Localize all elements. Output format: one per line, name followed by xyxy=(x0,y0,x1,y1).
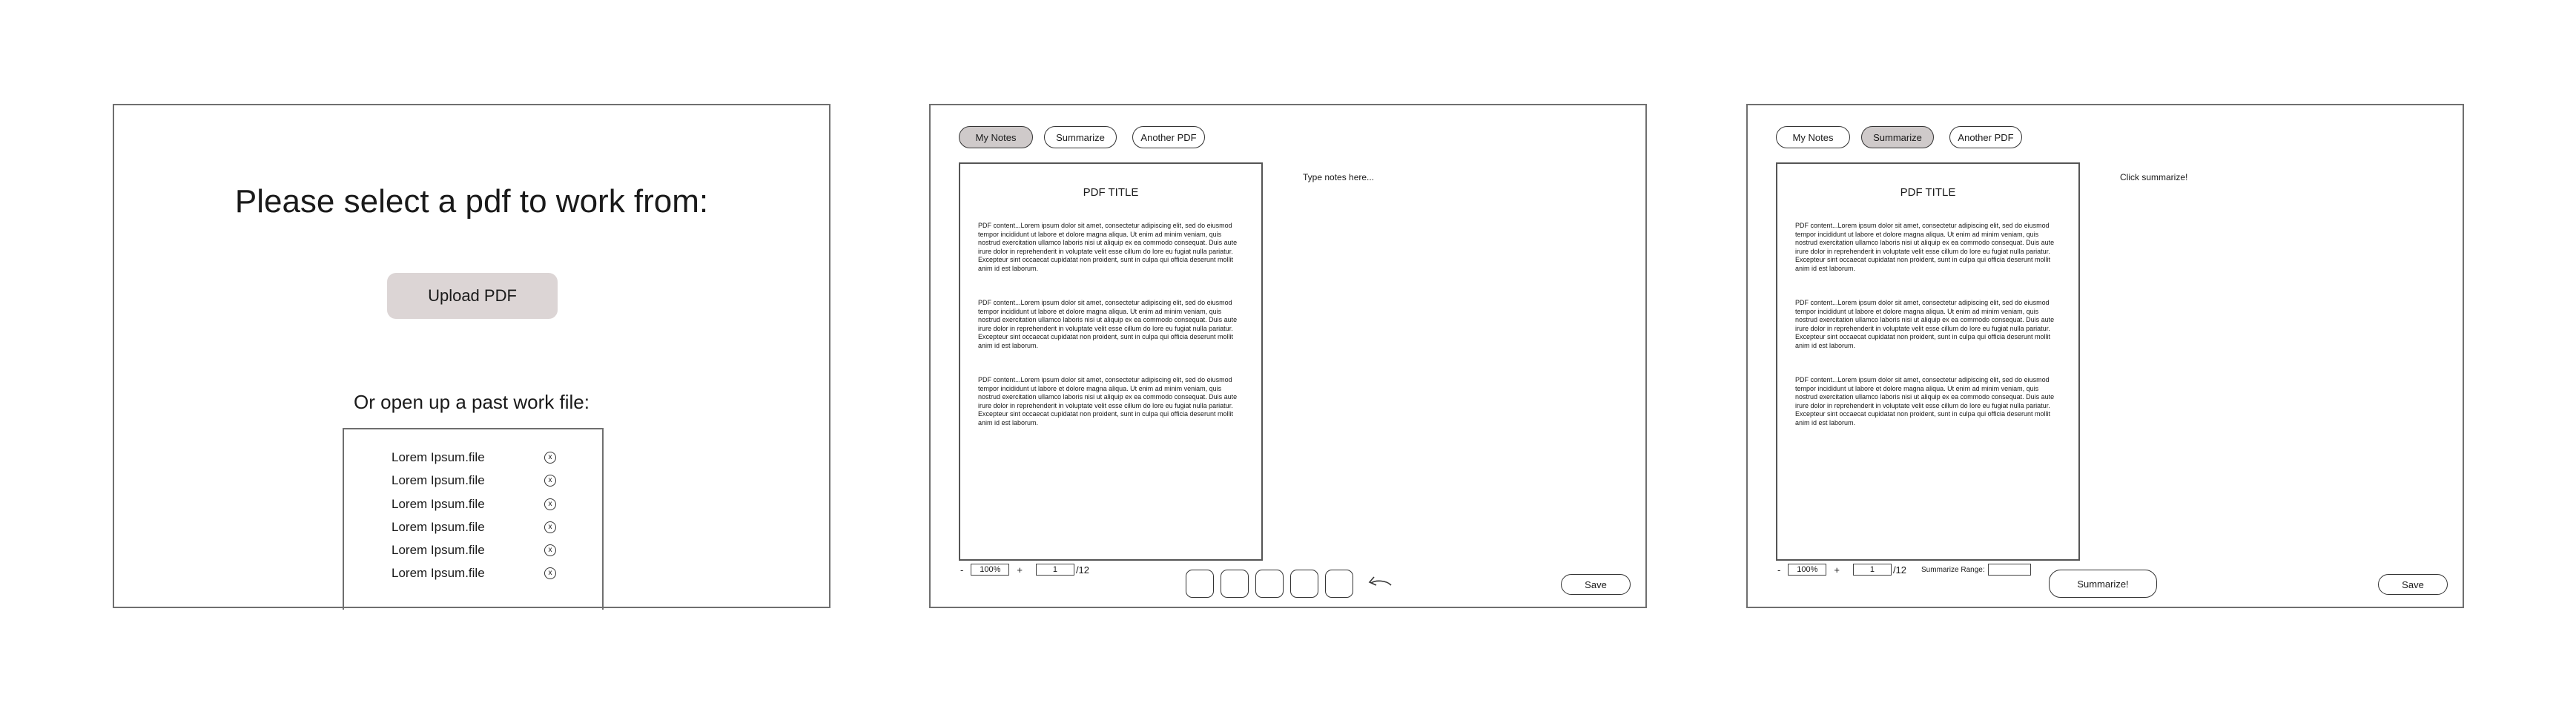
tool-button[interactable] xyxy=(1221,570,1249,598)
zoom-field[interactable]: 100% xyxy=(1788,564,1826,576)
summary-hint: Click summarize! xyxy=(2120,172,2188,182)
file-list-item[interactable] xyxy=(344,566,602,584)
pdf-paragraph: PDF content...Lorem ipsum dolor sit amet, consectetur adipiscing elit, sed do eiusmod tempor incididunt ut labore et dolore magna aliqua. Ut enim ad minim veniam, quis nostrud exercitation ullamco laboris nisi ut aliquip ex ea commodo consequat. Duis aute irure dolor in reprehenderit in voluptate velit esse cillum do lore eu fugiat nulla pariatur. Excepteur sint occaecat cupidatat non proident, sunt in culpa qui officia deserunt mollit anim id est laborum. xyxy=(978,222,1238,272)
summarize-range-label: Summarize Range: xyxy=(1921,565,1985,574)
remove-file-icon[interactable]: x xyxy=(544,521,556,533)
file-list-item[interactable] xyxy=(344,450,602,468)
page-total: /12 xyxy=(1075,564,1090,576)
tool-button[interactable] xyxy=(1290,570,1318,598)
zoom-in-button[interactable]: + xyxy=(1017,564,1023,576)
summarize-screen xyxy=(1746,104,2464,608)
tool-button[interactable] xyxy=(1255,570,1284,598)
file-list-item[interactable] xyxy=(344,497,602,515)
undo-icon[interactable] xyxy=(1367,574,1393,595)
pdf-paragraph: PDF content...Lorem ipsum dolor sit amet, consectetur adipiscing elit, sed do eiusmod tempor incididunt ut labore et dolore magna aliqua. Ut enim ad minim veniam, quis nostrud exercitation ullamco laboris nisi ut aliquip ex ea commodo consequat. Duis aute irure dolor in reprehenderit in voluptate velit esse cillum do lore eu fugiat nulla pariatur. Excepteur sint occaecat cupidatat non proident, sunt in culpa qui officia deserunt mollit anim id est laborum. xyxy=(1795,376,2055,426)
notes-input[interactable]: Type notes here... xyxy=(1303,172,1375,182)
past-work-file-list xyxy=(343,428,604,610)
save-button[interactable]: Save xyxy=(2378,574,2448,595)
tab-another-pdf[interactable]: Another PDF xyxy=(1949,126,2022,148)
tab-another-pdf[interactable]: Another PDF xyxy=(1132,126,1205,148)
file-name[interactable]: Lorem Ipsum.file xyxy=(392,473,485,487)
pdf-paragraph: PDF content...Lorem ipsum dolor sit amet, consectetur adipiscing elit, sed do eiusmod tempor incididunt ut labore et dolore magna aliqua. Ut enim ad minim veniam, quis nostrud exercitation ullamco laboris nisi ut aliquip ex ea commodo consequat. Duis aute irure dolor in reprehenderit in voluptate velit esse cillum do lore eu fugiat nulla pariatur. Excepteur sint occaecat cupidatat non proident, sunt in culpa qui officia deserunt mollit anim id est laborum. xyxy=(978,299,1238,349)
file-list-item[interactable] xyxy=(344,543,602,561)
save-button[interactable]: Save xyxy=(1561,574,1631,595)
zoom-out-button[interactable]: - xyxy=(960,564,964,576)
zoom-in-button[interactable]: + xyxy=(1834,564,1840,576)
file-name[interactable]: Lorem Ipsum.file xyxy=(392,566,485,580)
viewer-controls xyxy=(960,563,1089,576)
tab-summarize[interactable]: Summarize xyxy=(1861,126,1934,148)
pdf-paragraph: PDF content...Lorem ipsum dolor sit amet, consectetur adipiscing elit, sed do eiusmod tempor incididunt ut labore et dolore magna aliqua. Ut enim ad minim veniam, quis nostrud exercitation ullamco laboris nisi ut aliquip ex ea commodo consequat. Duis aute irure dolor in reprehenderit in voluptate velit esse cillum do lore eu fugiat nulla pariatur. Excepteur sint occaecat cupidatat non proident, sunt in culpa qui officia deserunt mollit anim id est laborum. xyxy=(1795,299,2055,349)
summarize-range-field[interactable] xyxy=(1988,564,2031,576)
remove-file-icon[interactable]: x xyxy=(544,452,556,464)
remove-file-icon[interactable]: x xyxy=(544,567,556,579)
upload-pdf-button[interactable]: Upload PDF xyxy=(387,273,558,319)
zoom-field[interactable]: 100% xyxy=(971,564,1009,576)
pdf-title: PDF TITLE xyxy=(1900,186,1956,199)
remove-file-icon[interactable]: x xyxy=(544,498,556,510)
remove-file-icon[interactable]: x xyxy=(544,544,556,556)
tool-button[interactable] xyxy=(1325,570,1353,598)
pdf-paragraph: PDF content...Lorem ipsum dolor sit amet, consectetur adipiscing elit, sed do eiusmod tempor incididunt ut labore et dolore magna aliqua. Ut enim ad minim veniam, quis nostrud exercitation ullamco laboris nisi ut aliquip ex ea commodo consequat. Duis aute irure dolor in reprehenderit in voluptate velit esse cillum do lore eu fugiat nulla pariatur. Excepteur sint occaecat cupidatat non proident, sunt in culpa qui officia deserunt mollit anim id est laborum. xyxy=(1795,222,2055,272)
pdf-paragraph: PDF content...Lorem ipsum dolor sit amet, consectetur adipiscing elit, sed do eiusmod tempor incididunt ut labore et dolore magna aliqua. Ut enim ad minim veniam, quis nostrud exercitation ullamco laboris nisi ut aliquip ex ea commodo consequat. Duis aute irure dolor in reprehenderit in voluptate velit esse cillum do lore eu fugiat nulla pariatur. Excepteur sint occaecat cupidatat non proident, sunt in culpa qui officia deserunt mollit anim id est laborum. xyxy=(978,376,1238,426)
file-name[interactable]: Lorem Ipsum.file xyxy=(392,497,485,511)
select-pdf-heading: Please select a pdf to work from: xyxy=(234,183,709,220)
page-number-field[interactable]: 1 xyxy=(1036,564,1074,576)
file-list-item[interactable] xyxy=(344,473,602,491)
tab-summarize[interactable]: Summarize xyxy=(1044,126,1117,148)
file-name[interactable]: Lorem Ipsum.file xyxy=(392,450,485,464)
file-name[interactable]: Lorem Ipsum.file xyxy=(392,520,485,534)
past-work-heading: Or open up a past work file: xyxy=(354,391,589,413)
zoom-out-button[interactable]: - xyxy=(1777,564,1781,576)
file-name[interactable]: Lorem Ipsum.file xyxy=(392,543,485,557)
remove-file-icon[interactable]: x xyxy=(544,475,556,487)
tool-button[interactable] xyxy=(1186,570,1214,598)
summarize-button[interactable]: Summarize! xyxy=(2049,570,2157,598)
viewer-controls xyxy=(1777,563,2031,576)
page-total: /12 xyxy=(1892,564,1907,576)
pdf-select-screen xyxy=(113,104,830,608)
pdf-title: PDF TITLE xyxy=(1083,186,1139,199)
file-list-item[interactable] xyxy=(344,520,602,538)
notes-screen xyxy=(929,104,1647,608)
pdf-viewer[interactable] xyxy=(959,162,1263,561)
tab-my-notes[interactable]: My Notes xyxy=(959,126,1033,148)
page-number-field[interactable]: 1 xyxy=(1853,564,1892,576)
tab-my-notes[interactable]: My Notes xyxy=(1776,126,1850,148)
pdf-viewer[interactable] xyxy=(1776,162,2080,561)
